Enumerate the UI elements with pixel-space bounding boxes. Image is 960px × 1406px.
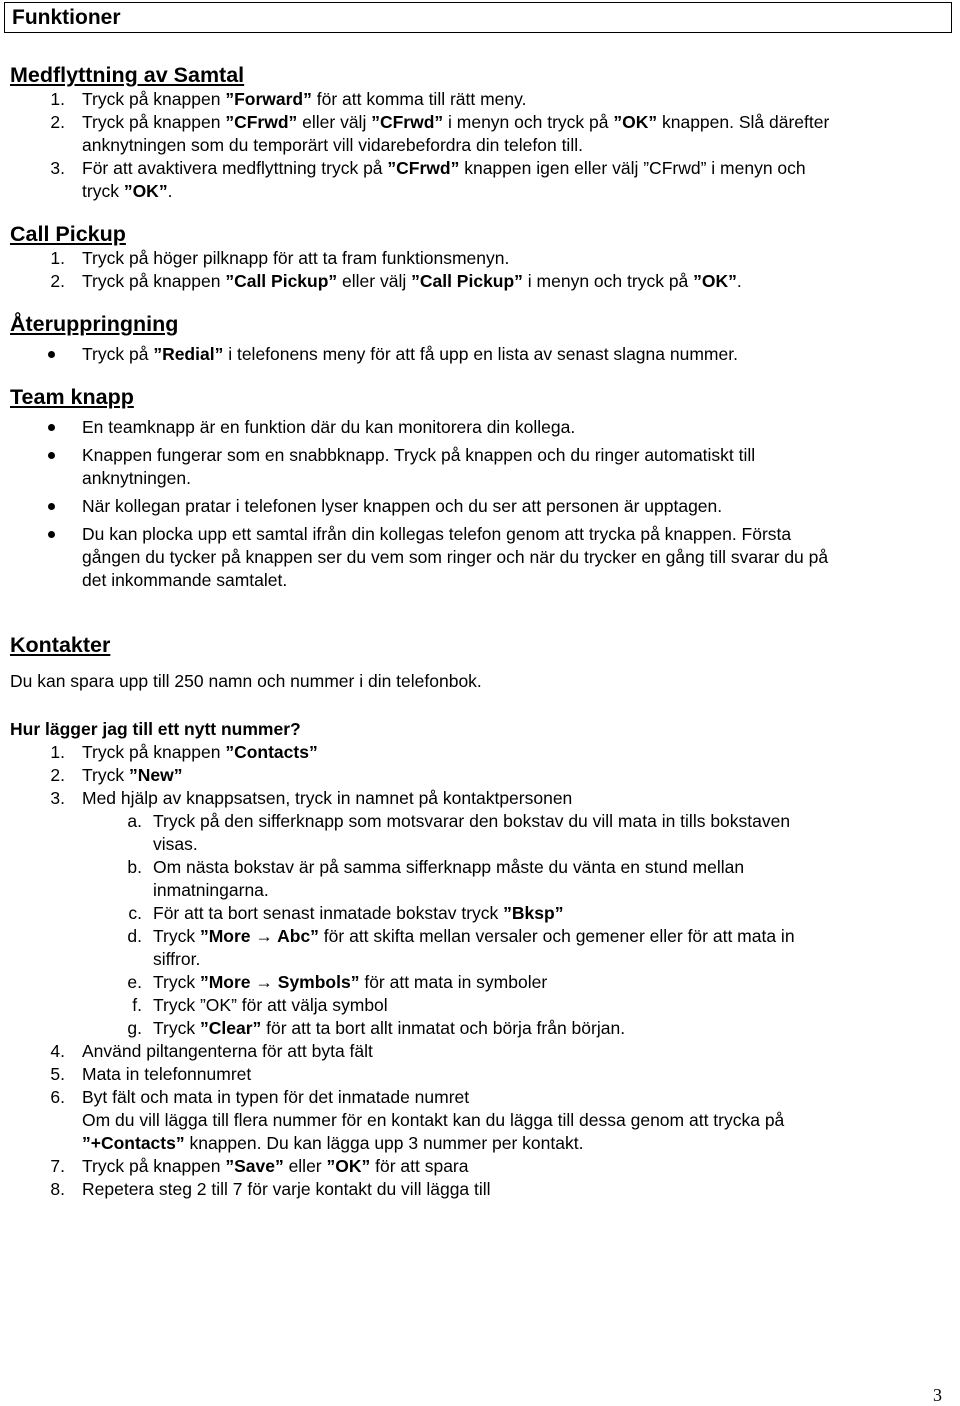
- text-segment: Om nästa bokstav är på samma sifferknapp måste du vänta en stund mellan: [153, 857, 745, 877]
- text-line: [10, 546, 940, 569]
- bold-text: ”Call Pickup”: [411, 271, 523, 291]
- item-number: 6.: [50, 1087, 65, 1107]
- bold-text: ”Save”: [225, 1156, 284, 1176]
- bullet-icon: [48, 351, 55, 358]
- text-line: [10, 994, 940, 1017]
- contacts-question: Hur lägger jag till ett nytt nummer?: [10, 719, 301, 739]
- item-number: 4.: [50, 1041, 65, 1061]
- bullet-item: [10, 416, 940, 439]
- text-line: [10, 971, 940, 994]
- redial-list: [10, 343, 940, 366]
- list-item: [10, 810, 940, 856]
- bold-text: ”Bksp”: [503, 903, 564, 923]
- text-segment: för att skifta mellan versaler och gemener eller för att mata in: [318, 926, 795, 946]
- text-line: [10, 1017, 940, 1040]
- bullet-item: [10, 343, 940, 366]
- text-segment: Tryck på knappen: [82, 271, 226, 291]
- text-line: [10, 180, 940, 203]
- list-item: [10, 1017, 940, 1040]
- text-segment: Knappen fungerar som en snabbknapp. Tryck på knappen och du ringer automatiskt till: [82, 445, 756, 465]
- text-segment: Använd piltangenterna för att byta fält: [82, 1041, 373, 1061]
- text-segment: .: [167, 181, 173, 201]
- list-item: [10, 157, 940, 203]
- text-line: [10, 1109, 940, 1132]
- bold-text: ”New”: [128, 765, 183, 785]
- item-number: 2.: [50, 112, 65, 132]
- team-list: [10, 416, 940, 592]
- text-line: [10, 902, 940, 925]
- text-segment: knappen. Du kan lägga upp 3 nummer per kontakt.: [184, 1133, 584, 1153]
- item-number: 8.: [50, 1179, 65, 1199]
- list-item: [10, 994, 940, 1017]
- text-line: [10, 157, 940, 180]
- text-segment: Om du vill lägga till flera nummer för en kontakt kan du lägga till dessa genom att trycka på: [82, 1110, 785, 1130]
- bold-text: ”CFrwd”: [225, 112, 298, 132]
- list-item: [10, 111, 940, 157]
- text-segment: Tryck på knappen: [82, 742, 226, 762]
- item-number: f.: [132, 995, 142, 1015]
- bold-text: ”Call Pickup”: [225, 271, 338, 291]
- text-line: [10, 343, 940, 366]
- bold-text: ”OK”: [326, 1156, 371, 1176]
- section-title-contacts: Kontakter: [10, 633, 111, 657]
- item-number: 3.: [50, 158, 65, 178]
- item-number: e.: [127, 972, 142, 992]
- text-segment: för att komma till rätt meny.: [311, 89, 527, 109]
- bold-text: ”OK”: [123, 181, 168, 201]
- list-item: [10, 1178, 940, 1201]
- text-line: [10, 134, 940, 157]
- forward-list: [10, 88, 940, 203]
- bullet-item: [10, 495, 940, 518]
- bold-text: ”More → Abc”: [199, 926, 319, 946]
- text-line: [10, 787, 940, 810]
- text-segment: eller välj: [297, 112, 372, 132]
- list-item: [10, 971, 940, 994]
- text-line: [10, 270, 940, 293]
- bold-text: ”CFrwd”: [371, 112, 444, 132]
- item-number: 2.: [50, 271, 65, 291]
- text-segment: Tryck på knappen: [82, 1156, 226, 1176]
- item-number: 5.: [50, 1064, 65, 1084]
- text-line: [10, 111, 940, 134]
- bold-text: ”Contacts”: [225, 742, 318, 762]
- list-item: [10, 1086, 940, 1155]
- text-segment: i menyn och tryck på: [443, 112, 614, 132]
- text-segment: Byt fält och mata in typen för det inmatade numret: [82, 1087, 470, 1107]
- section-title-redial: Återuppringning: [10, 312, 179, 336]
- text-segment: det inkommande samtalet.: [82, 570, 288, 590]
- text-line: [10, 741, 940, 764]
- item-number: 3.: [50, 788, 65, 808]
- text-segment: För att avaktivera medflyttning tryck på: [82, 158, 388, 178]
- text-line: [10, 467, 940, 490]
- item-number: d.: [127, 926, 142, 946]
- text-segment: Tryck på knappen: [82, 89, 226, 109]
- text-segment: för att spara: [370, 1156, 469, 1176]
- text-segment: anknytningen.: [82, 468, 191, 488]
- contacts-intro: Du kan spara upp till 250 namn och nummer i din telefonbok.: [10, 671, 482, 691]
- item-number: 1.: [50, 89, 65, 109]
- item-number: g.: [127, 1018, 142, 1038]
- text-line: [10, 1132, 940, 1155]
- list-item: [10, 902, 940, 925]
- text-line: [10, 1178, 940, 1201]
- text-line: [10, 523, 940, 546]
- list-item: [10, 764, 940, 787]
- section-title-team-button: Team knapp: [10, 385, 134, 409]
- text-line: [10, 810, 940, 833]
- text-segment: För att ta bort senast inmatade bokstav tryck: [153, 903, 504, 923]
- text-line: [10, 1040, 940, 1063]
- item-number: b.: [127, 857, 142, 877]
- list-item: [10, 741, 940, 764]
- bullet-icon: [48, 424, 55, 431]
- text-segment: Tryck: [153, 972, 200, 992]
- document-content: [10, 62, 940, 1201]
- text-segment: Tryck: [82, 765, 129, 785]
- text-line: [10, 833, 940, 856]
- item-number: 1.: [50, 742, 65, 762]
- bold-text: ”OK”: [693, 271, 737, 291]
- text-segment: anknytningen som du temporärt vill vidarebefordra din telefon till.: [82, 135, 583, 155]
- bullet-icon: [48, 531, 55, 538]
- bullet-icon: [48, 503, 55, 510]
- text-segment: När kollegan pratar i telefonen lyser knappen och du ser att personen är upptagen.: [82, 496, 723, 516]
- list-item: [10, 787, 940, 1040]
- text-segment: Tryck: [153, 1018, 200, 1038]
- text-segment: knappen. Slå därefter: [657, 112, 830, 132]
- list-item: [10, 1063, 940, 1086]
- text-segment: inmatningarna.: [153, 880, 269, 900]
- item-number: 2.: [50, 765, 65, 785]
- text-line: [10, 764, 940, 787]
- text-line: [10, 1086, 940, 1109]
- text-line: [10, 925, 940, 948]
- text-segment: Repetera steg 2 till 7 för varje kontakt du vill lägga till: [82, 1179, 491, 1199]
- text-segment: Tryck på: [82, 344, 154, 364]
- text-line: [10, 495, 940, 518]
- text-segment: Mata in telefonnumret: [82, 1064, 252, 1084]
- text-segment: i menyn och tryck på: [522, 271, 694, 291]
- text-line: [10, 856, 940, 879]
- text-segment: visas.: [153, 834, 198, 854]
- bold-text: ”Clear”: [199, 1018, 262, 1038]
- bullet-item: [10, 444, 940, 490]
- bold-text: ”More → Symbols”: [199, 972, 360, 992]
- item-number: 7.: [50, 1156, 65, 1176]
- text-segment: .: [736, 271, 742, 291]
- list-item: [10, 88, 940, 111]
- text-line: [10, 879, 940, 902]
- list-item: [10, 1155, 940, 1178]
- text-line: [10, 444, 940, 467]
- list-item: [10, 856, 940, 902]
- text-segment: tryck: [82, 181, 124, 201]
- list-item: [10, 270, 940, 293]
- text-segment: eller: [283, 1156, 327, 1176]
- item-number: a.: [127, 811, 142, 831]
- list-item: [10, 925, 940, 971]
- bullet-item: [10, 523, 940, 592]
- text-segment: Tryck ”OK” för att välja symbol: [153, 995, 388, 1015]
- text-segment: knappen igen eller välj ”CFrwd” i menyn och: [459, 158, 806, 178]
- bold-text: ”+Contacts”: [82, 1133, 185, 1153]
- text-line: [10, 88, 940, 111]
- list-item: [10, 1040, 940, 1063]
- item-number: 1.: [50, 248, 65, 268]
- text-segment: Tryck på den sifferknapp som motsvarar den bokstav du vill mata in tills bokstaven: [153, 811, 791, 831]
- text-segment: eller välj: [337, 271, 412, 291]
- text-segment: i telefonens meny för att få upp en lista av senast slagna nummer.: [223, 344, 738, 364]
- text-segment: för att mata in symboler: [359, 972, 548, 992]
- item-number: c.: [128, 903, 142, 923]
- bold-text: ”Forward”: [225, 89, 312, 109]
- text-segment: Tryck: [153, 926, 200, 946]
- bold-text: ”Redial”: [153, 344, 224, 364]
- text-line: [10, 416, 940, 439]
- page-header-title: Funktioner: [12, 6, 121, 29]
- contacts-steps: [10, 741, 940, 1201]
- bold-text: ”OK”: [613, 112, 658, 132]
- text-segment: gången du tycker på knappen ser du vem som ringer och när du trycker en gång till svarar du på: [82, 547, 829, 567]
- text-line: [10, 948, 940, 971]
- text-segment: för att ta bort allt inmatat och börja från början.: [261, 1018, 626, 1038]
- text-segment: siffror.: [153, 949, 201, 969]
- text-segment: En teamknapp är en funktion där du kan monitorera din kollega.: [82, 417, 576, 437]
- text-segment: Du kan plocka upp ett samtal ifrån din kollegas telefon genom att trycka på knappen. Första: [82, 524, 792, 544]
- text-line: [10, 247, 940, 270]
- page-number: 3: [933, 1385, 942, 1405]
- text-line: [10, 1063, 940, 1086]
- page-header: [4, 2, 952, 33]
- bold-text: ”CFrwd”: [387, 158, 460, 178]
- pickup-list: [10, 247, 940, 293]
- text-segment: Med hjälp av knappsatsen, tryck in namnet på kontaktpersonen: [82, 788, 573, 808]
- section-title-call-pickup: Call Pickup: [10, 222, 126, 246]
- bullet-icon: [48, 452, 55, 459]
- text-line: [10, 569, 940, 592]
- section-title-forward: Medflyttning av Samtal: [10, 63, 245, 87]
- list-item: [10, 247, 940, 270]
- text-segment: Tryck på knappen: [82, 112, 226, 132]
- text-segment: Tryck på höger pilknapp för att ta fram funktionsmenyn.: [82, 248, 510, 268]
- text-line: [10, 1155, 940, 1178]
